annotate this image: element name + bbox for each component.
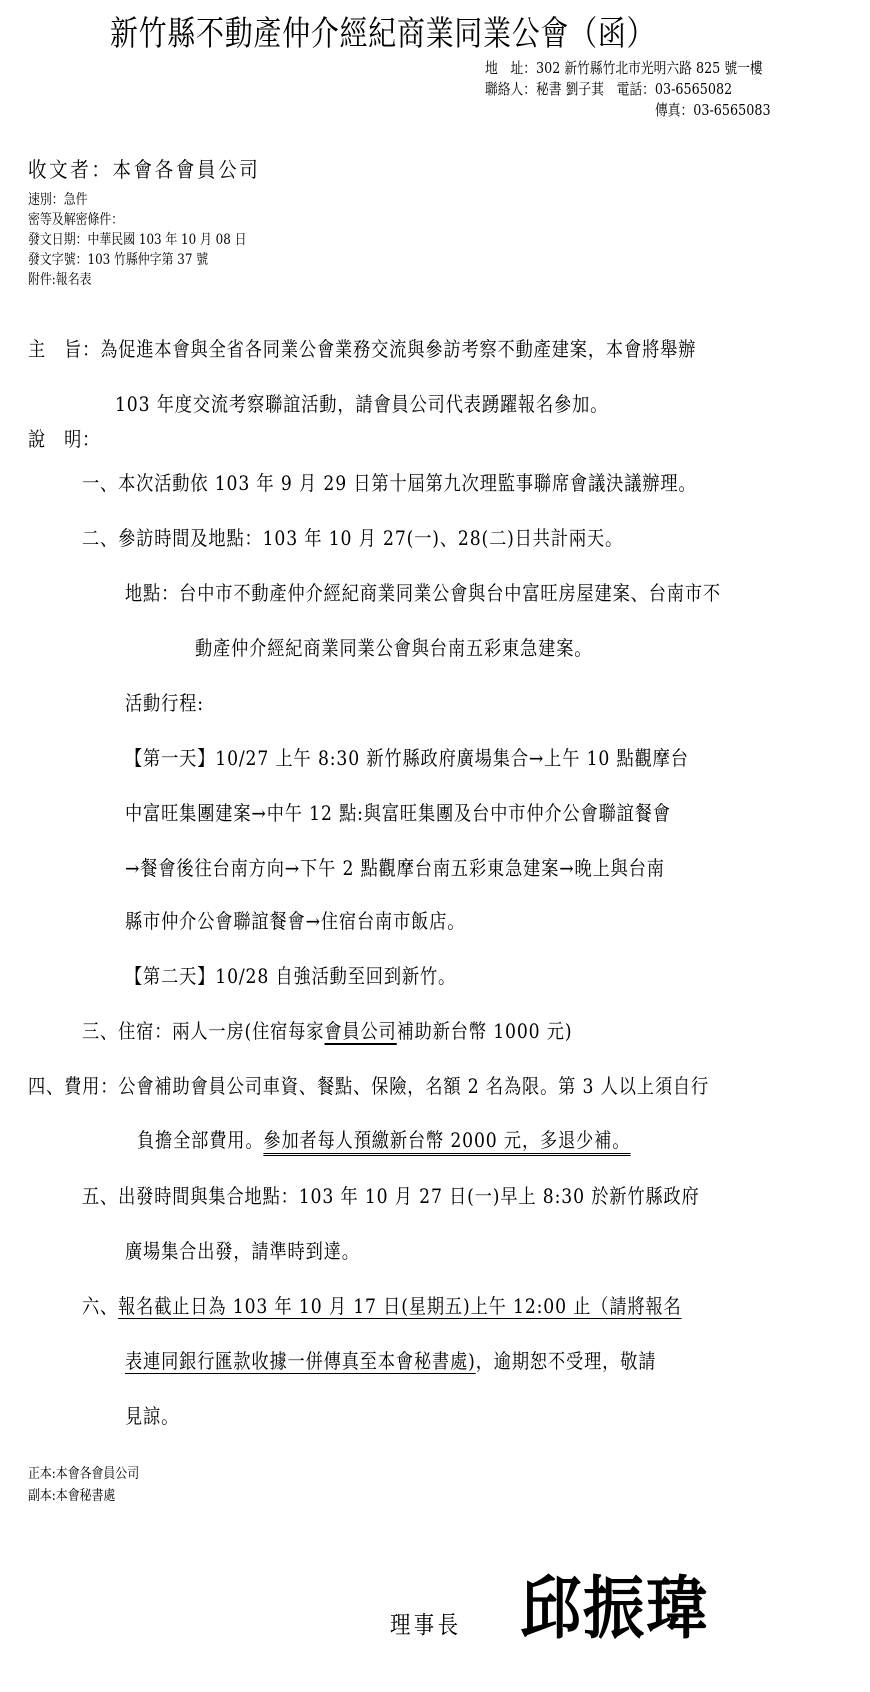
item-one: 一、本次活動依 103 年 9 月 29 日第十屆第九次理監事聯席會議決議辦理。 [82, 471, 697, 495]
fax-number: 03-6565083 [693, 101, 771, 119]
item-two: 二、參訪時間及地點：103 年 10 月 27(一)、28(二)日共計兩天。 [82, 526, 624, 550]
contact-label: 聯絡人： [485, 80, 537, 98]
item-four-line-2: 負擔全部費用。參加者每人預繳新台幣 2000 元，多退少補。 [137, 1124, 630, 1153]
contact-line [485, 79, 732, 99]
item-three: 三、住宿：兩人一房(住宿每家會員公司補助新台幣 1000 元) [82, 1019, 573, 1043]
day1-line-4: 縣市仲介公會聯誼餐會→住宿台南市飯店。 [125, 909, 466, 933]
explanation-label: 說 明： [28, 427, 101, 451]
fax-label: 傳真： [655, 101, 694, 119]
day1-line-3: →餐會後往台南方向→下午 2 點觀摩台南五彩東急建案→晚上與台南 [125, 856, 665, 880]
subject-line-1: 主 旨：為促進本會與全省各同業公會業務交流與參訪考察不動產建案，本會將舉辦 [28, 337, 697, 361]
signature-name: 邱振瑋 [520, 1570, 710, 1649]
contact-person: 秘書 劉子萁 [536, 80, 604, 98]
original-copy: 正本:本會各會員公司 [28, 1466, 140, 1482]
item-six-line-3: 見諒。 [125, 1404, 180, 1428]
underlined-deadline: 報名截止日為 103 年 10 月 17 日(星期五)上午 12:00 止（請將報名 [118, 1294, 682, 1318]
address: 302 新竹縣竹北市光明六路 825 號一樓 [536, 59, 763, 77]
address-line [485, 58, 763, 78]
day1-line-1: 【第一天】10/27 上午 8:30 新竹縣政府廣場集合→上午 10 點觀摩台 [125, 746, 689, 770]
underlined-fax-instruction: 表連同銀行匯款收據一併傳真至本會秘書處) [125, 1349, 476, 1373]
item-five-line-1: 五、出發時間與集合地點：103 年 10 月 27 日(一)早上 8:30 於新竹縣政府 [82, 1184, 700, 1208]
classification: 密等及解密條件： [28, 212, 124, 228]
underlined-member-company: 會員公司 [324, 1019, 397, 1043]
attachment: 附件:報名表 [28, 272, 92, 288]
signature-title: 理事長 [390, 1611, 462, 1639]
item-five-line-2: 廣場集合出發，請準時到達。 [125, 1239, 360, 1263]
recipient: 收文者：本會各會員公司 [28, 158, 261, 182]
fax-line [655, 100, 771, 120]
day1-line-2: 中富旺集團建案→中午 12 點:與富旺集團及台中市仲介公會聯誼餐會 [125, 801, 671, 825]
underlined-prepay-note: 參加者每人預繳新台幣 2000 元，多退少補。 [263, 1128, 630, 1156]
subject-line-2: 103 年度交流考察聯誼活動，請會員公司代表踴躍報名參加。 [115, 392, 609, 416]
address-label: 地 址： [485, 59, 537, 77]
schedule-label: 活動行程: [125, 691, 204, 715]
day2-line: 【第二天】10/28 自強活動至回到新竹。 [125, 964, 457, 988]
item-six-line-1: 六、報名截止日為 103 年 10 月 17 日(星期五)上午 12:00 止（請將報名 [82, 1294, 682, 1318]
location-line-1: 地點：台中市不動產仲介經紀商業同業公會與台中富旺房屋建案、台南市不 [125, 581, 721, 605]
phone-label: 電話： [616, 80, 655, 98]
reference-number: 發文字號：103 竹縣仲字第 37 號 [28, 252, 209, 268]
phone-number: 03-6565082 [654, 80, 733, 98]
item-six-line-2: 表連同銀行匯款收據一併傳真至本會秘書處)，逾期恕不受理，敬請 [125, 1349, 657, 1373]
location-line-2: 動產仲介經紀商業同業公會與台南五彩東急建案。 [195, 636, 593, 660]
speed-class: 速別：急件 [28, 192, 88, 208]
issue-date: 發文日期：中華民國 103 年 10 月 08 日 [28, 232, 247, 248]
document-title: 新竹縣不動產仲介經紀商業同業公會（函） [110, 14, 656, 54]
subject-label: 主 旨： [28, 337, 101, 361]
duplicate-copy: 副本:本會秘書處 [28, 1488, 116, 1504]
item-four-line-1: 四、費用：公會補助會員公司車資、餐點、保險，名額 2 名為限。第 3 人以上須自行 [28, 1074, 710, 1098]
